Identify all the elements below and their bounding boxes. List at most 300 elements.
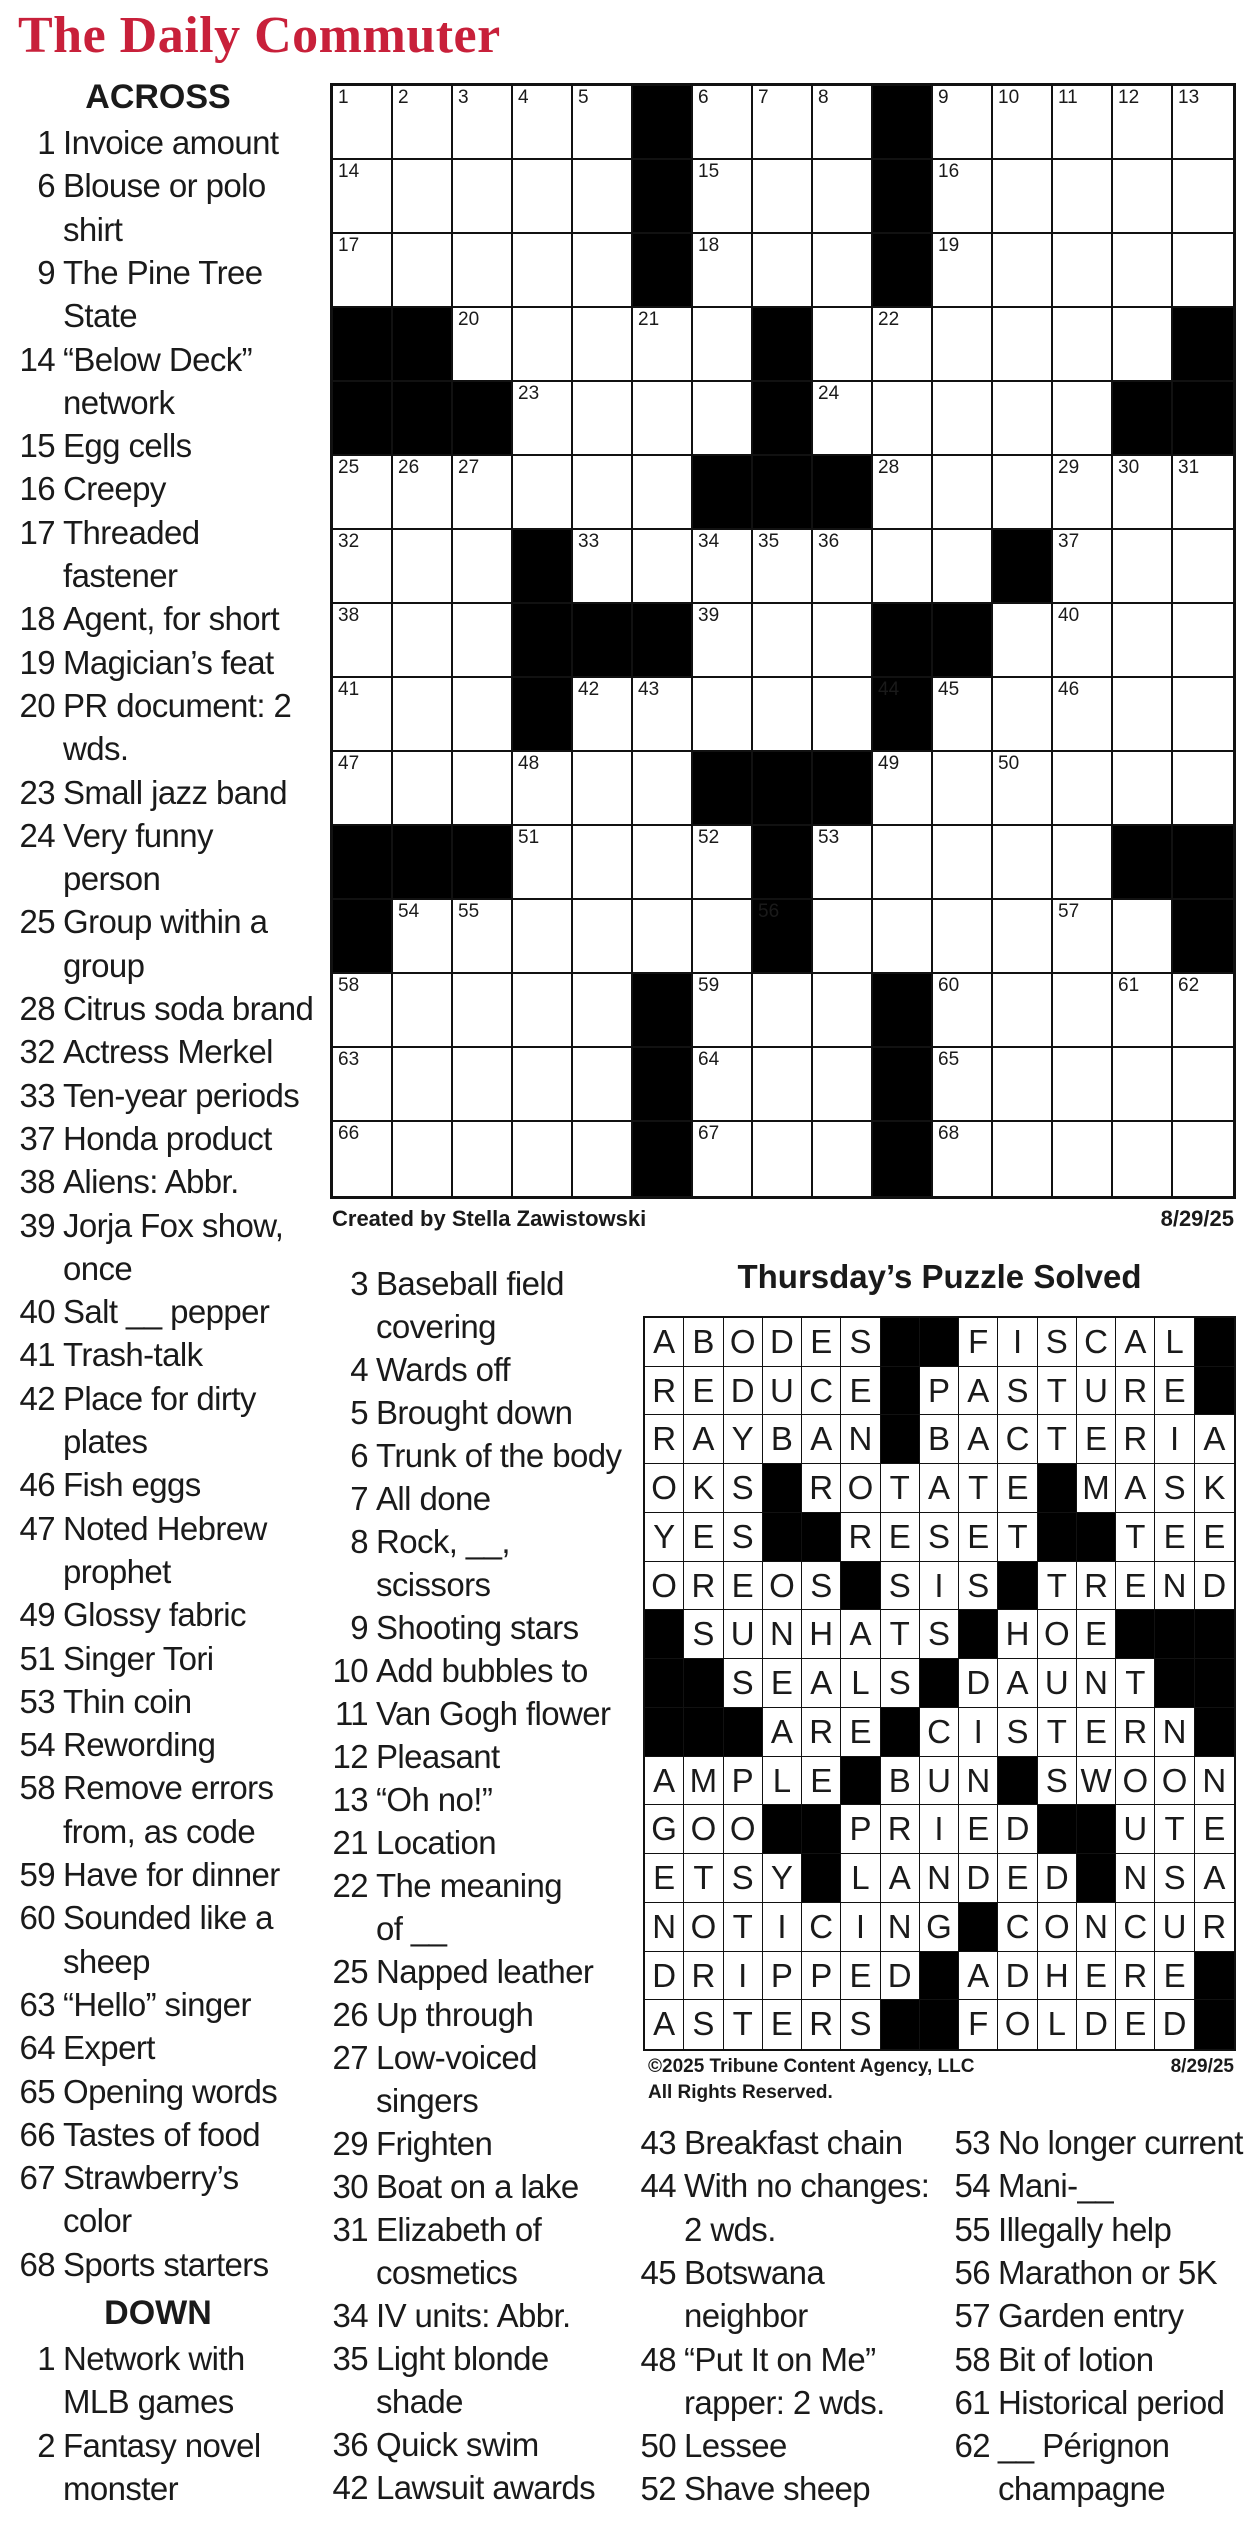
grid-cell[interactable] [1113,974,1173,1048]
clue-text: Rock, __, [376,1523,510,1560]
clue-47 [10,1507,267,1594]
grid-cell[interactable] [933,530,993,604]
grid-cell[interactable] [993,382,1053,456]
grid-cell[interactable] [1173,530,1233,604]
grid-cell[interactable] [693,160,753,234]
solution-letter: E [1195,1513,1234,1562]
clue-58 [10,1766,273,1853]
solution-rights: All Rights Reserved. [648,2082,833,2103]
solution-letter: H [998,1610,1037,1659]
grid-cell[interactable] [993,604,1053,678]
grid-cell[interactable] [753,974,813,1048]
solution-block [881,1708,920,1757]
grid-cell[interactable] [333,752,393,826]
grid-cell[interactable] [993,308,1053,382]
clue-number: 66 [19,2115,55,2153]
grid-cell[interactable] [453,160,513,234]
grid-cell[interactable] [393,604,453,678]
solution-letter: O [645,1464,684,1513]
solution-block [645,1708,684,1757]
grid-cell[interactable] [513,234,573,308]
grid-cell[interactable] [633,900,693,974]
cell-number: 19 [938,235,960,256]
grid-cell[interactable] [933,234,993,308]
grid-cell[interactable] [1173,1122,1233,1196]
grid-cell[interactable] [993,678,1053,752]
grid-cell[interactable] [933,382,993,456]
grid-cell[interactable] [753,1048,813,1122]
grid-cell[interactable] [633,752,693,826]
grid-cell[interactable] [933,678,993,752]
grid-cell[interactable] [573,900,633,974]
grid-cell[interactable] [573,826,633,900]
clue-45 [631,2251,824,2338]
grid-cell[interactable] [333,1048,393,1122]
clue-46 [10,1463,201,1506]
grid-cell[interactable] [513,826,573,900]
grid-cell[interactable] [753,86,813,160]
grid-cell[interactable] [573,308,633,382]
grid-cell[interactable] [813,678,873,752]
grid-block [633,160,693,234]
solution-block [763,1805,802,1854]
grid-cell[interactable] [813,1048,873,1122]
grid-cell[interactable] [1113,678,1173,752]
clue-number: 18 [19,600,55,638]
grid-cell[interactable] [693,826,753,900]
grid-cell[interactable] [753,604,813,678]
grid-cell[interactable] [393,1048,453,1122]
cell-number: 18 [698,235,720,256]
solution-letter: K [1195,1464,1234,1513]
grid-cell[interactable] [393,1122,453,1196]
solution-letter: W [1077,1757,1116,1806]
solution-block [724,1708,763,1757]
grid-cell[interactable] [393,160,453,234]
grid-cell[interactable] [1173,1048,1233,1122]
grid-cell[interactable] [573,530,633,604]
solution-letter: E [998,1464,1037,1513]
grid-cell[interactable] [933,826,993,900]
grid-cell[interactable] [993,900,1053,974]
solution-letter: A [1195,1415,1234,1464]
grid-cell[interactable] [933,160,993,234]
grid-cell[interactable] [693,900,753,974]
solution-letter: I [920,1562,959,1611]
grid-cell[interactable] [693,678,753,752]
grid-cell[interactable] [453,900,513,974]
clue-text: Creepy [63,470,166,508]
grid-cell[interactable] [933,1048,993,1122]
grid-cell[interactable] [1113,530,1173,604]
grid-cell[interactable] [933,900,993,974]
grid-cell[interactable] [813,86,873,160]
grid-cell[interactable] [513,900,573,974]
grid-cell[interactable] [873,382,933,456]
grid-cell[interactable] [1113,900,1173,974]
grid-cell[interactable] [933,308,993,382]
grid-cell[interactable] [453,1122,513,1196]
solution-block [841,1757,880,1806]
grid-cell[interactable] [1113,752,1173,826]
grid-cell[interactable] [1053,1122,1113,1196]
solution-letter: T [1116,1659,1155,1708]
clue-18 [10,597,279,640]
grid-cell[interactable] [453,234,513,308]
grid-cell[interactable] [393,530,453,604]
grid-cell[interactable] [633,308,693,382]
cell-number: 34 [698,531,720,552]
solution-letter: N [763,1610,802,1659]
grid-cell[interactable] [1173,160,1233,234]
grid-cell[interactable] [1053,86,1113,160]
grid-block [1113,382,1173,456]
grid-cell[interactable] [813,1122,873,1196]
grid-cell[interactable] [753,160,813,234]
grid-cell[interactable] [453,456,513,530]
cell-number: 10 [998,87,1020,108]
solution-letter: N [1155,1562,1194,1611]
grid-cell[interactable] [453,974,513,1048]
grid-cell[interactable] [993,1122,1053,1196]
solution-letter: N [1077,1903,1116,1952]
solution-letter: L [763,1757,802,1806]
clue-number: 63 [19,1985,55,2023]
solution-block [1195,1367,1234,1416]
grid-cell[interactable] [1113,1122,1173,1196]
clue-text: Ten-year periods [63,1076,300,1114]
grid-cell[interactable] [393,678,453,752]
clue-text: Shave sheep [684,2470,871,2508]
solution-letter: G [645,1805,684,1854]
clue-text: Actress Merkel [63,1033,273,1071]
grid-cell[interactable] [1053,900,1113,974]
cell-number: 23 [518,383,540,404]
clue-12 [323,1735,500,1778]
grid-cell[interactable] [333,456,393,530]
grid-block [453,382,513,456]
grid-cell[interactable] [873,456,933,530]
grid-cell[interactable] [1053,456,1113,530]
solution-letter: E [763,2000,802,2049]
grid-cell[interactable] [1113,604,1173,678]
grid-cell[interactable] [1053,160,1113,234]
solution-letter: R [1077,1562,1116,1611]
grid-cell[interactable] [573,752,633,826]
clue-number: 16 [19,470,55,508]
grid-cell[interactable] [1173,456,1233,530]
clue-number: 27 [332,2039,368,2076]
grid-cell[interactable] [573,160,633,234]
grid-cell[interactable] [993,86,1053,160]
grid-cell[interactable] [1053,234,1113,308]
solution-block [684,1708,723,1757]
grid-cell[interactable] [1053,678,1113,752]
grid-cell[interactable] [453,308,513,382]
grid-cell[interactable] [753,530,813,604]
grid-cell[interactable] [933,974,993,1048]
solution-block [841,1562,880,1611]
grid-cell[interactable] [393,752,453,826]
cell-number: 29 [1058,457,1080,478]
grid-cell[interactable] [333,234,393,308]
grid-cell[interactable] [513,456,573,530]
grid-cell[interactable] [573,1122,633,1196]
clue-number: 43 [640,2124,676,2161]
solution-block [802,1805,841,1854]
solution-block [645,1659,684,1708]
grid-cell[interactable] [993,752,1053,826]
grid-cell[interactable] [993,160,1053,234]
solution-letter: N [1155,1708,1194,1757]
solution-letter: D [998,1952,1037,2001]
grid-cell[interactable] [573,382,633,456]
grid-cell[interactable] [1173,234,1233,308]
clue-text: Trash-talk [63,1336,203,1374]
grid-cell[interactable] [873,752,933,826]
grid-cell[interactable] [633,456,693,530]
clue-63 [10,1983,251,2026]
grid-cell[interactable] [813,604,873,678]
grid-cell[interactable] [333,160,393,234]
grid-cell[interactable] [1113,86,1173,160]
grid-block [813,752,873,826]
grid-cell[interactable] [453,752,513,826]
grid-cell[interactable] [1113,456,1173,530]
solution-block [1195,1610,1234,1659]
clue-text: Aliens: Abbr. [63,1163,239,1201]
grid-cell[interactable] [513,160,573,234]
clue-number: 4 [350,1351,368,1388]
clue-2 [10,2424,261,2511]
grid-cell[interactable] [573,678,633,752]
grid-cell[interactable] [393,86,453,160]
grid-cell[interactable] [753,1122,813,1196]
grid-cell[interactable] [1173,752,1233,826]
grid-cell[interactable] [333,974,393,1048]
grid-cell[interactable] [393,900,453,974]
grid-cell[interactable] [513,1122,573,1196]
grid-cell[interactable] [1113,308,1173,382]
grid-cell[interactable] [333,678,393,752]
grid-cell[interactable] [1113,160,1173,234]
grid-cell[interactable] [633,826,693,900]
grid-cell[interactable] [933,86,993,160]
grid-cell[interactable] [1053,604,1113,678]
solution-letter: C [1077,1318,1116,1367]
grid-cell[interactable] [1053,826,1113,900]
clue-number: 65 [19,2072,55,2110]
grid-cell[interactable] [513,86,573,160]
clue-text: scissors [376,1566,491,1603]
grid-cell[interactable] [993,456,1053,530]
grid-cell[interactable] [393,456,453,530]
clue-text: 2 wds. [684,2210,776,2248]
solution-letter: I [920,1805,959,1854]
grid-cell[interactable] [993,234,1053,308]
clue-number: 7 [350,1480,368,1517]
clue-50 [631,2424,787,2467]
solution-letter: N [881,1903,920,1952]
clue-25 [10,900,267,987]
grid-cell[interactable] [453,604,513,678]
grid-cell[interactable] [333,530,393,604]
cell-number: 45 [938,679,960,700]
grid-cell[interactable] [513,752,573,826]
grid-cell[interactable] [873,308,933,382]
grid-cell[interactable] [513,382,573,456]
solution-date: 8/29/25 [1170,2056,1234,2077]
solution-block [998,1562,1037,1611]
clue-text: All done [376,1480,491,1517]
grid-cell[interactable] [333,604,393,678]
clue-number: 42 [332,2469,368,2506]
clue-number: 6 [37,167,55,205]
cell-number: 46 [1058,679,1080,700]
clue-number: 52 [640,2470,676,2508]
grid-cell[interactable] [1113,1048,1173,1122]
clue-number: 3 [350,1265,368,1302]
grid-cell[interactable] [993,974,1053,1048]
grid-cell[interactable] [873,530,933,604]
solution-letter: A [684,1415,723,1464]
clue-text: Up through [376,1996,534,2033]
grid-cell[interactable] [933,1122,993,1196]
grid-cell[interactable] [393,974,453,1048]
grid-cell[interactable] [1173,604,1233,678]
grid-cell[interactable] [813,530,873,604]
grid-cell[interactable] [993,826,1053,900]
solution-letter: R [1116,1952,1155,2001]
clue-text: Opening words [63,2072,278,2110]
grid-cell[interactable] [573,974,633,1048]
grid-cell[interactable] [333,86,393,160]
grid-cell[interactable] [1053,974,1113,1048]
grid-cell[interactable] [1173,86,1233,160]
clue-number: 11 [334,1695,368,1732]
grid-cell[interactable] [1053,530,1113,604]
solution-letter: I [1155,1415,1194,1464]
grid-cell[interactable] [513,308,573,382]
clue-text: Frighten [376,2125,493,2162]
grid-cell[interactable] [813,900,873,974]
grid-cell[interactable] [393,234,453,308]
solution-letter: N [1077,1659,1116,1708]
clue-text: “Oh no!” [376,1781,493,1818]
grid-cell[interactable] [573,456,633,530]
cell-number: 63 [338,1049,360,1070]
grid-cell[interactable] [693,974,753,1048]
grid-cell[interactable] [693,382,753,456]
grid-cell[interactable] [1053,382,1113,456]
grid-cell[interactable] [813,826,873,900]
grid-cell[interactable] [693,1048,753,1122]
solution-letter: E [645,1854,684,1903]
clue-text: Add bubbles to [376,1652,588,1689]
grid-cell[interactable] [573,1048,633,1122]
clue-39 [10,1204,283,1291]
grid-cell[interactable] [873,826,933,900]
grid-cell[interactable] [333,1122,393,1196]
solution-letter: O [998,2000,1037,2049]
clue-text: color [63,2202,132,2240]
grid-cell[interactable] [1173,678,1233,752]
clue-number: 40 [19,1293,55,1331]
grid-cell[interactable] [993,1048,1053,1122]
grid-cell[interactable] [1053,1048,1113,1122]
grid-cell[interactable] [633,678,693,752]
grid-cell[interactable] [693,1122,753,1196]
grid-cell[interactable] [693,530,753,604]
grid-cell[interactable] [573,234,633,308]
grid-cell[interactable] [453,678,513,752]
grid-cell[interactable] [933,752,993,826]
grid-cell[interactable] [813,974,873,1048]
grid-cell[interactable] [633,382,693,456]
grid-cell[interactable] [453,1048,513,1122]
grid-cell[interactable] [513,974,573,1048]
solution-letter: U [920,1757,959,1806]
clue-25 [323,1950,593,1993]
grid-cell[interactable] [513,1048,573,1122]
grid-cell[interactable] [873,900,933,974]
grid-cell[interactable] [813,234,873,308]
clue-number: 46 [19,1466,55,1504]
clue-33 [10,1074,299,1117]
solution-letter: I [763,1903,802,1952]
puzzle-credit: Created by Stella Zawistowski [332,1206,647,1231]
solution-letter: N [920,1854,959,1903]
grid-cell[interactable] [1053,752,1113,826]
solution-letter: R [645,1367,684,1416]
grid-block [753,826,813,900]
grid-block [873,160,933,234]
solution-letter: A [645,1757,684,1806]
grid-cell[interactable] [693,86,753,160]
grid-cell[interactable] [753,678,813,752]
solution-letter: D [724,1367,763,1416]
grid-cell[interactable] [693,604,753,678]
grid-cell[interactable] [1173,974,1233,1048]
solution-letter: U [1038,1659,1077,1708]
grid-cell[interactable] [693,308,753,382]
grid-cell[interactable] [753,234,813,308]
clue-number: 2 [37,2426,55,2464]
grid-cell[interactable] [813,382,873,456]
grid-cell[interactable] [1053,308,1113,382]
solution-letter: D [763,1318,802,1367]
clue-3 [323,1262,564,1348]
clue-35 [323,2337,549,2423]
cell-number: 6 [698,87,709,108]
clue-text: Sounded like a [63,1899,273,1937]
grid-cell[interactable] [453,86,513,160]
solution-letter: D [998,1805,1037,1854]
solution-block [920,1952,959,2001]
clue-5 [323,1391,572,1434]
grid-cell[interactable] [1113,234,1173,308]
grid-cell[interactable] [453,530,513,604]
grid-cell[interactable] [633,530,693,604]
grid-cell[interactable] [813,308,873,382]
clue-29 [323,2122,492,2165]
grid-cell[interactable] [813,160,873,234]
grid-cell[interactable] [573,86,633,160]
grid-cell[interactable] [933,456,993,530]
solution-block [1195,1659,1234,1708]
grid-cell[interactable] [693,234,753,308]
grid-block [633,234,693,308]
